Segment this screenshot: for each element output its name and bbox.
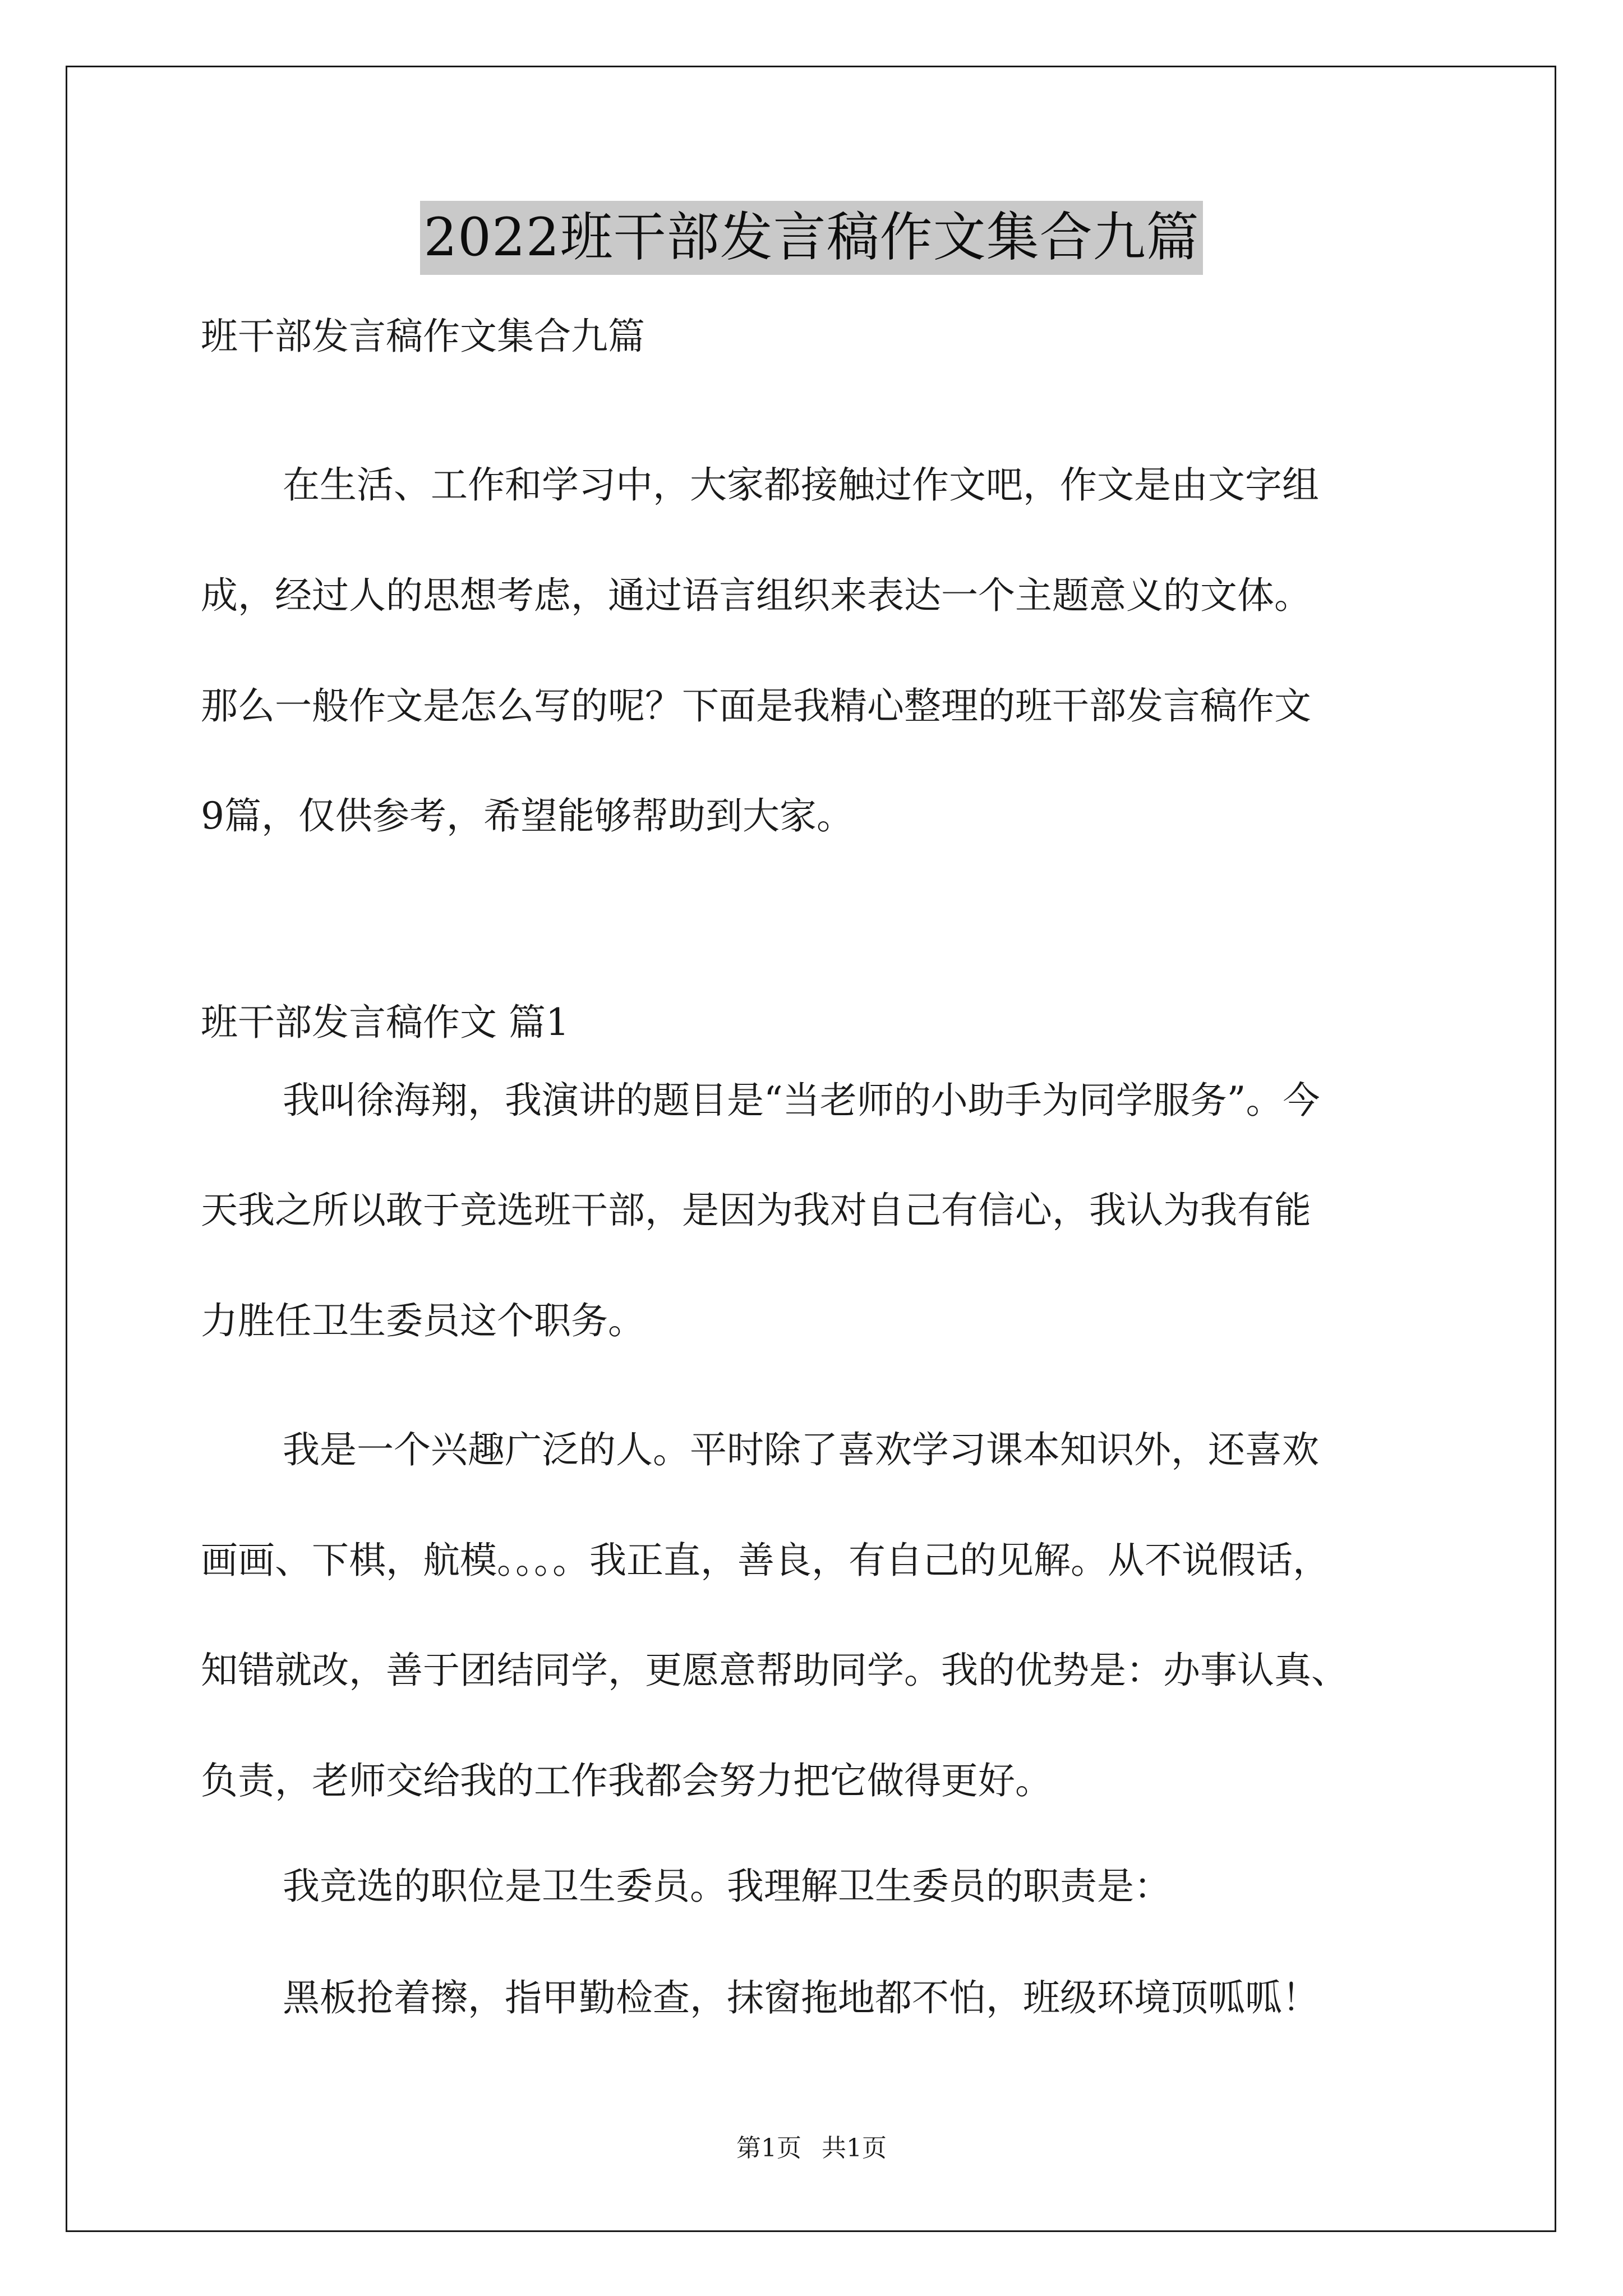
para1-line-3: 力胜任卫生委员这个职务。: [201, 1299, 645, 1342]
page-footer: [0, 2132, 1623, 2165]
para1-line-1: 我叫徐海翔，我演讲的题目是“当老师的小助手为同学服务”。今: [283, 1079, 1320, 1122]
para2-line-4: 负责，老师交给我的工作我都会努力把它做得更好。: [201, 1759, 1052, 1802]
page-number: 第1页: [736, 2134, 801, 2162]
title-container: [0, 201, 1623, 275]
intro-line-4: 9篇，仅供参考，希望能够帮助到大家。: [201, 794, 854, 838]
para4-line-1: 黑板抢着擦，指甲勤检查，抹窗拖地都不怕，班级环境顶呱呱！: [283, 1976, 1319, 2019]
para2-line-1: 我是一个兴趣广泛的人。平时除了喜欢学习课本知识外，还喜欢: [283, 1428, 1319, 1471]
subtitle-line: 班干部发言稿作文集合九篇: [201, 315, 645, 358]
section-heading: 班干部发言稿作文 篇1: [201, 1001, 569, 1044]
page-total: 共1页: [822, 2134, 887, 2162]
intro-line-2: 成，经过人的思想考虑，通过语言组织来表达一个主题意义的文体。: [201, 574, 1311, 617]
document-title: 2022班干部发言稿作文集合九篇: [420, 201, 1202, 275]
para1-line-2: 天我之所以敢于竞选班干部，是因为我对自己有信心，我认为我有能: [201, 1189, 1311, 1232]
para2-line-2: 画画、下棋，航模。。。。我正直，善良，有自己的见解。从不说假话，: [201, 1539, 1330, 1582]
para2-line-3: 知错就改，善于团结同学，更愿意帮助同学。我的优势是：办事认真、: [201, 1649, 1348, 1692]
intro-line-1: 在生活、工作和学习中，大家都接触过作文吧，作文是由文字组: [283, 463, 1319, 507]
para3-line-1: 我竞选的职位是卫生委员。我理解卫生委员的职责是：: [283, 1865, 1171, 1908]
intro-line-3: 那么一般作文是怎么写的呢？下面是我精心整理的班干部发言稿作文: [201, 684, 1311, 728]
